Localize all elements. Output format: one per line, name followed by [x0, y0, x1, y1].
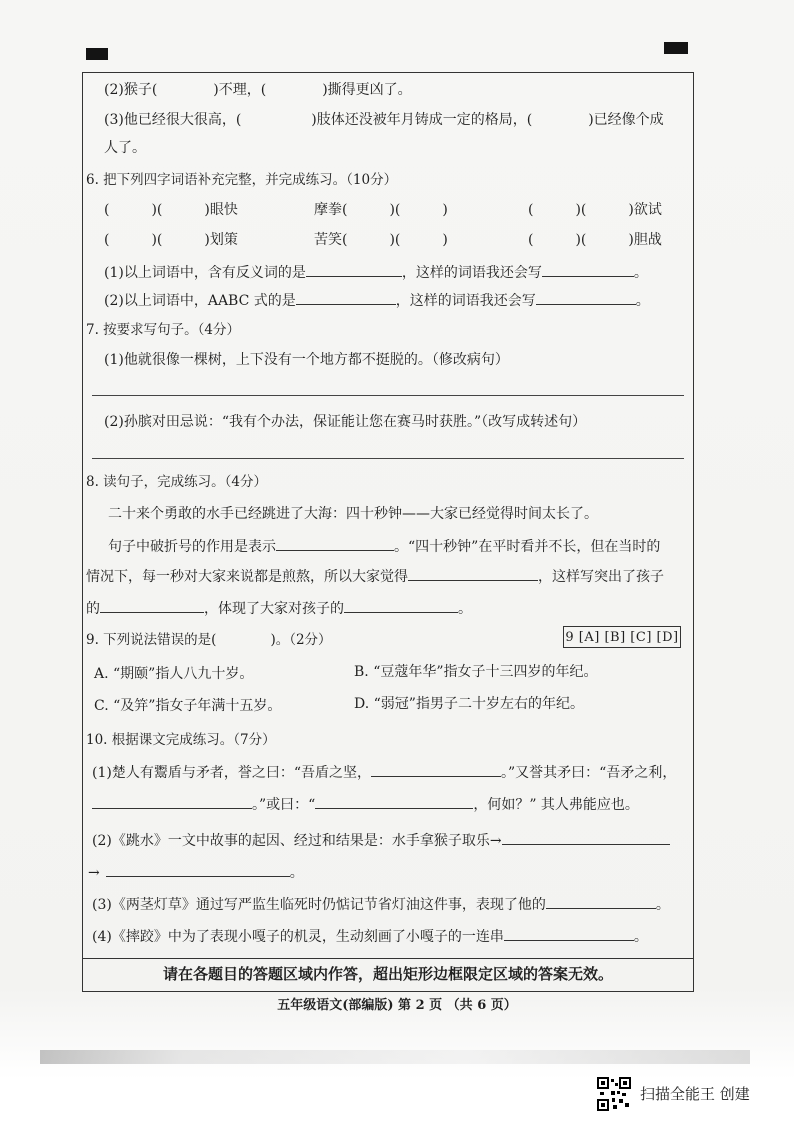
answer-blank[interactable]	[92, 794, 252, 809]
q9-option-b: B. “豆蔻年华”指女子十三四岁的年纪。	[354, 664, 598, 680]
registration-mark-right	[664, 42, 688, 54]
q6-sub1	[104, 262, 648, 283]
scanner-brand-label: 扫描全能王 创建	[640, 1085, 750, 1103]
q6-idiom: 苦笑( )( )	[314, 232, 448, 248]
q8-sentence: 二十来个勇敢的水手已经跳进了大海：四十秒钟——大家已经觉得时间太长了。	[108, 506, 598, 522]
q6-idiom: ( )( )欲试	[528, 202, 662, 218]
answer-line[interactable]	[92, 395, 684, 396]
q6-idiom: ( )( )胆战	[528, 232, 662, 248]
q10-sub2	[92, 830, 670, 851]
q8-line1	[108, 536, 660, 557]
q8-text: 情况下，每一秒对大家来说都是煎熬，所以大家觉得	[86, 569, 408, 585]
q9-option-d: D. “弱冠”指男子二十岁左右的年纪。	[354, 696, 584, 712]
q10-text: (3)《两茎灯草》通过写严监生临死时仍惦记节省灯油这件事，表现了他的	[92, 897, 546, 913]
answer-blank[interactable]	[315, 794, 473, 809]
q5-item3-cont: 人了。	[104, 140, 146, 156]
q10-text: (2)《跳水》一文中故事的起因、经过和结果是：水手拿猴子取乐→	[92, 833, 502, 849]
q9-heading: 9. 下列说法错误的是( )。（2分）	[86, 632, 332, 648]
q10-sub2-cont	[88, 862, 304, 883]
q6-sub1-text: (1)以上词语中，含有反义词的是	[104, 265, 306, 281]
answer-blank[interactable]	[306, 262, 402, 277]
q8-line2	[86, 566, 664, 587]
punct: 。	[633, 929, 648, 945]
q6-sub1-text2: ，这样的词语我还会写	[401, 265, 542, 281]
q5-item3: (3)他已经很大很高，( )肢体还没被年月铸成一定的格局，( )已经像个成	[104, 112, 664, 128]
answer-blank[interactable]	[542, 262, 634, 277]
answer-line[interactable]	[92, 458, 684, 459]
answer-blank[interactable]	[276, 536, 394, 551]
q9-option-c: C. “及笄”指女子年满十五岁。	[94, 698, 282, 714]
scan-edge-shadow	[40, 1050, 750, 1064]
q7-sub1: (1)他就很像一棵树，上下没有一个地方都不挺脱的。（修改病句）	[104, 352, 509, 368]
answer-blank[interactable]	[502, 830, 670, 845]
answer-blank[interactable]	[536, 290, 636, 305]
q8-text: ，这样写突出了孩子	[538, 569, 664, 585]
q8-text: ，体现了大家对孩子的	[204, 601, 344, 617]
q6-sub2-text: (2)以上词语中，AABC 式的是	[104, 293, 296, 309]
q5-item2: (2)猴子( )不理，( )撕得更凶了。	[104, 82, 412, 98]
q8-text: 。“四十秒钟”在平时看并不长，但在当时的	[394, 539, 661, 555]
answer-blank[interactable]	[408, 566, 538, 581]
answer-blank[interactable]	[504, 926, 634, 941]
registration-mark-left	[86, 48, 108, 60]
q10-text: (4)《摔跤》中为了表现小嘎子的机灵，生动刻画了小嘎子的一连串	[92, 929, 504, 945]
answer-choice-box[interactable]: 9 [A] [B] [C] [D]	[563, 626, 681, 648]
punct: 。	[633, 265, 648, 281]
answer-blank[interactable]	[100, 598, 204, 613]
answer-blank[interactable]	[296, 290, 396, 305]
q7-sub2: (2)孙膑对田忌说：“我有个办法，保证能让您在赛马时获胜。”（改写成转述句）	[104, 414, 587, 430]
answer-area-notice: 请在各题目的答题区域内作答，超出矩形边框限定区域的答案无效。	[82, 958, 694, 993]
q10-sub3	[92, 894, 670, 915]
q10-text: 。”或曰：“	[252, 797, 316, 813]
q8-line3	[86, 598, 472, 619]
q10-text: 。”又誉其矛曰：“吾矛之利，	[501, 765, 677, 781]
q6-idiom: 摩拳( )( )	[314, 202, 448, 218]
answer-blank[interactable]	[106, 862, 290, 877]
q8-heading: 8. 读句子，完成练习。（4分）	[86, 474, 268, 490]
q6-sub2	[104, 290, 650, 311]
punct: 。	[458, 601, 472, 617]
q10-heading: 10. 根据课文完成练习。（7分）	[86, 732, 276, 748]
qr-code-icon	[597, 1077, 631, 1111]
answer-blank[interactable]	[371, 762, 501, 777]
q8-text: 句子中破折号的作用是表示	[108, 539, 276, 555]
page-footer: 五年级语文(部编版) 第 2 页 （共 6 页）	[277, 998, 517, 1013]
punct: 。	[635, 293, 650, 309]
answer-blank[interactable]	[344, 598, 458, 613]
q6-heading: 6. 把下列四字词语补充完整，并完成练习。（10分）	[86, 172, 398, 188]
arrow-icon: →	[88, 865, 100, 881]
q6-sub2-text2: ，这样的词语我还会写	[395, 293, 536, 309]
q6-idiom: ( )( )眼快	[104, 202, 238, 218]
q6-idiom: ( )( )划策	[104, 232, 238, 248]
q10-sub1	[92, 762, 676, 783]
q8-text: 的	[86, 601, 100, 617]
q9-option-a: A. “期颐”指人八九十岁。	[94, 666, 254, 682]
punct: 。	[655, 897, 670, 913]
q10-text: (1)楚人有鬻盾与矛者，誉之曰：“吾盾之坚，	[92, 765, 371, 781]
q7-heading: 7. 按要求写句子。（4分）	[86, 322, 241, 338]
q10-text: ，何如？” 其人弗能应也。	[473, 797, 639, 813]
q10-sub4	[92, 926, 648, 947]
q10-sub1-cont	[92, 794, 639, 815]
answer-blank[interactable]	[546, 894, 656, 909]
punct: 。	[289, 865, 304, 881]
